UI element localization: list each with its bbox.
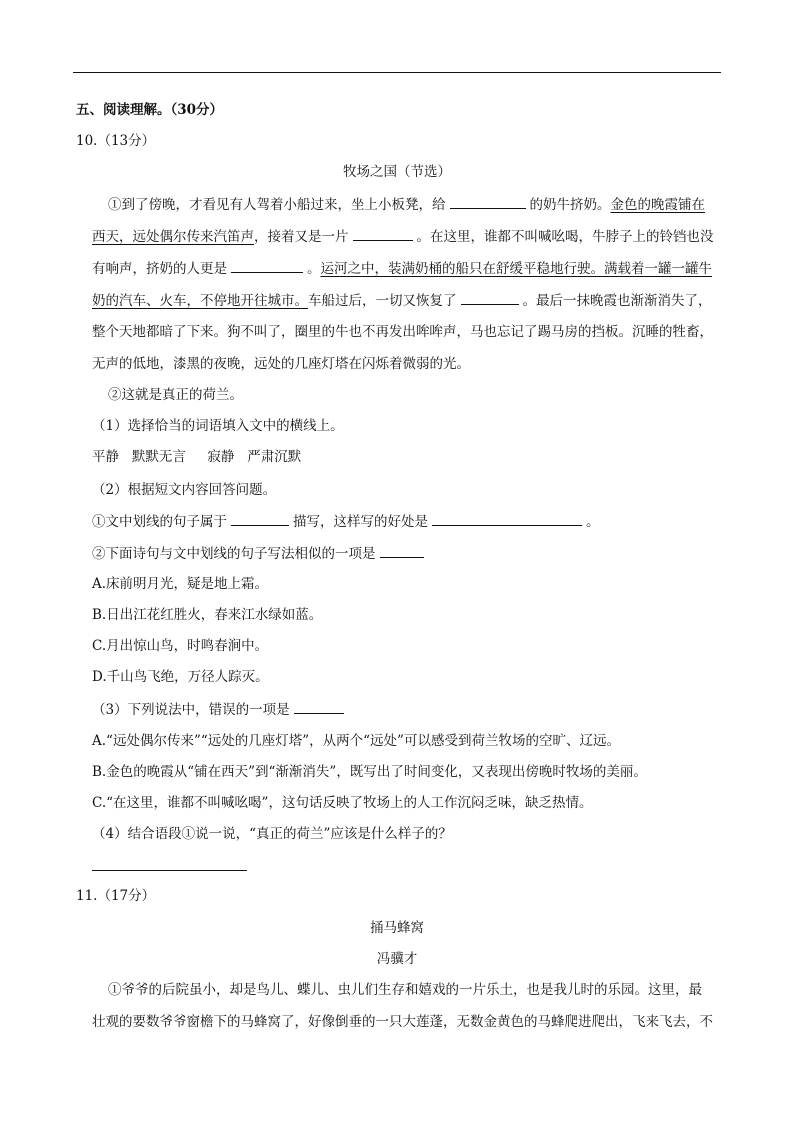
section-title: 五、阅读理解。（30分） [76, 102, 224, 118]
subquestion-1: （1）选择恰当的词语填入文中的横线上。 [92, 418, 344, 434]
option-a: A.“远处偶尔传来”“远处的几座灯塔”，从两个“远处”可以感受到荷兰牧场的空旷、辽远。 [92, 733, 620, 749]
question-11-header: 11.（17分） [76, 888, 156, 904]
subquestion-2-1: ①文中划线的句子属于 描写，这样写的好处是 。 [92, 511, 732, 532]
subquestion-4: （4）结合语段①说一说，“真正的荷兰”应该是什么样子的？ [92, 826, 452, 842]
word-choices: 平静 默默无言 寂静 严肃沉默 [92, 449, 302, 465]
answer-blank[interactable] [380, 543, 424, 558]
answer-blank[interactable] [231, 511, 289, 526]
answer-blank[interactable] [231, 258, 303, 273]
passage-line: 有响声，挤奶的人更是 。运河之中，装满奶桶的船只在舒缓平稳地行驶。满载着一罐一罐牛 [92, 258, 732, 279]
passage-line: 西天，远处偶尔传来汽笛声，接着又是一片 。在这里，谁都不叫喊吆喝，牛脖子上的铃铛也没 [92, 226, 732, 247]
passage-line: ①到了傍晚，才看见有人驾着小船过来，坐上小板凳，给 的奶牛挤奶。金色的晚霞铺在 [108, 194, 748, 215]
answer-blank[interactable] [461, 290, 519, 305]
passage-line: 奶的汽车、火车，不停地开往城市。车船过后，一切又恢复了 。最后一抹晚霞也渐渐消失了， [92, 290, 732, 311]
question-10-header: 10.（13分） [76, 133, 156, 149]
answer-blank[interactable] [353, 226, 413, 241]
passage-line: 无声的低地，漆黑的夜晚，远处的几座灯塔在闪烁着微弱的光。 [92, 356, 470, 372]
passage-title: 牧场之国（节选） [343, 164, 451, 180]
option-b: B.日出江花红胜火，春来江水绿如蓝。 [92, 607, 323, 623]
subquestion-3: （3）下列说法中，错误的一项是 [92, 699, 732, 720]
answer-blank[interactable] [294, 699, 344, 714]
passage-author: 冯骥才 [376, 951, 418, 967]
passage-line: 整个天地都暗了下来。狗不叫了，圈里的牛也不再发出哞哞声，马也忘记了踢马房的挡板。沉睡的牲畜， [92, 324, 713, 340]
passage-paragraph-2: ②这就是真正的荷兰。 [108, 387, 243, 403]
underlined-sentence: 金色的晚霞铺在 [610, 197, 705, 213]
option-c: C.月出惊山鸟，时鸣春涧中。 [92, 638, 269, 654]
answer-line[interactable] [92, 870, 247, 871]
underlined-sentence: 西天，远处偶尔传来汽笛声 [92, 229, 254, 245]
underlined-sentence: 运河之中，装满奶桶的船只在舒缓平稳地行驶。满载着一罐一罐牛 [320, 261, 712, 277]
passage-line: ①爷爷的后院虽小，却是鸟儿、蝶儿、虫儿们生存和嬉戏的一片乐土，也是我儿时的乐园。这里，最 [108, 982, 702, 998]
passage-title: 捅马蜂窝 [370, 920, 424, 936]
top-rule [73, 72, 721, 73]
subquestion-2-2: ②下面诗句与文中划线的句子写法相似的一项是 [92, 543, 732, 564]
option-c: C.“在这里，谁都不叫喊吆喝”，这句话反映了牧场上的人工作沉闷乏味，缺乏热情。 [92, 795, 593, 811]
option-a: A.床前明月光，疑是地上霜。 [92, 576, 269, 592]
answer-blank[interactable] [432, 511, 582, 526]
subquestion-2: （2）根据短文内容回答问题。 [92, 482, 277, 498]
answer-blank[interactable] [450, 194, 526, 209]
option-b: B.金色的晚霞从“铺在西天”到“渐渐消失”，既写出了时间变化，又表现出傍晚时牧场的美丽。 [92, 764, 647, 780]
underlined-sentence: 奶的汽车、火车，不停地开往城市。 [92, 293, 308, 309]
passage-line: 壮观的要数爷爷窗檐下的马蜂窝了，好像倒垂的一只大莲蓬，无数金黄色的马蜂爬进爬出，飞来飞去，不 [92, 1014, 713, 1030]
option-d: D.千山鸟飞绝，万径人踪灭。 [92, 669, 269, 685]
